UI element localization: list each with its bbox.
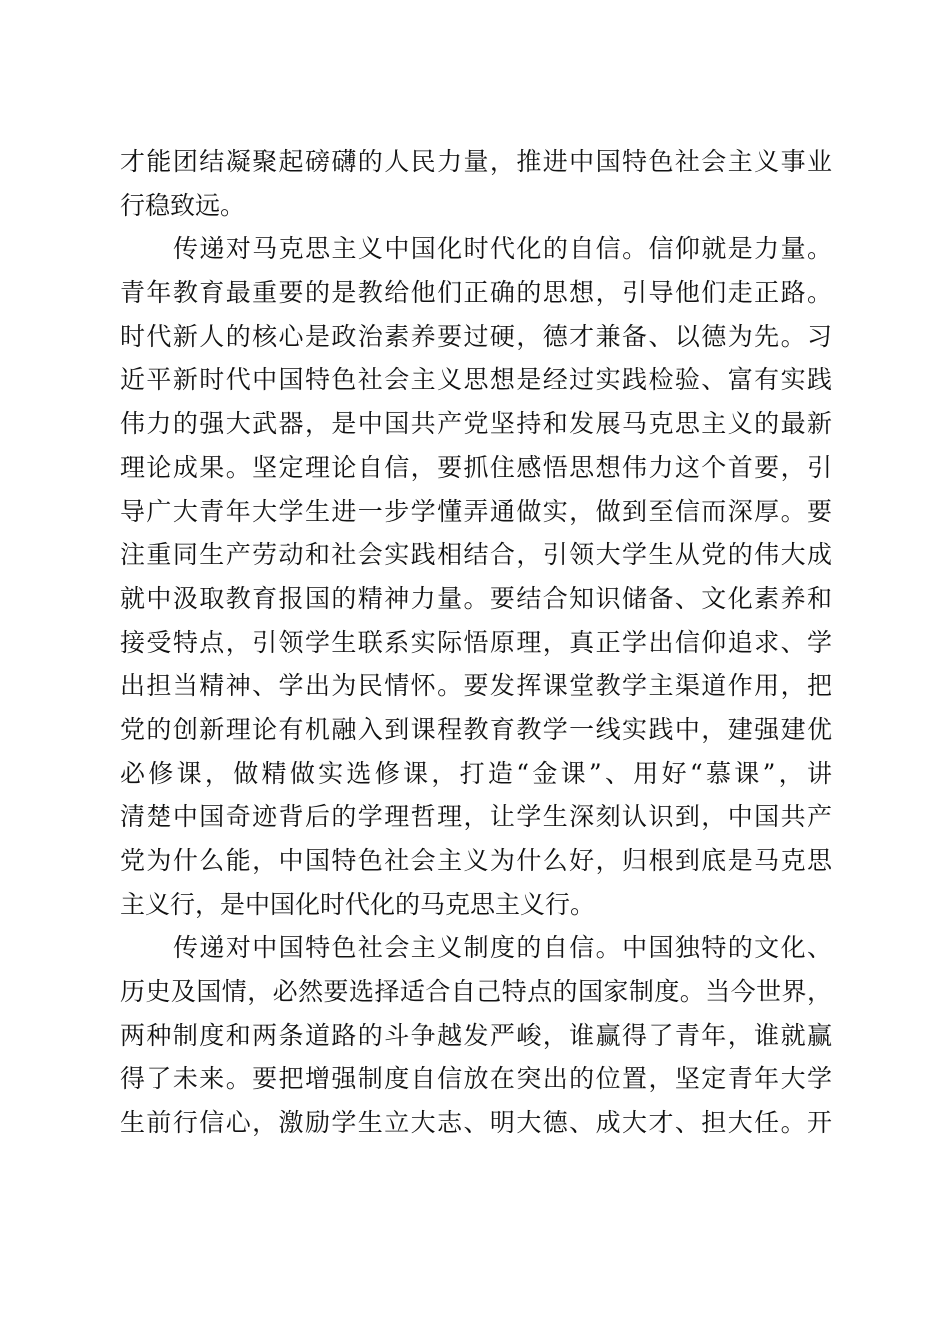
text-line: 清楚中国奇迹背后的学理哲理，让学生深刻认识到，中国共产 (120, 802, 832, 832)
text-line: 传递对马克思主义中国化时代化的自信。信仰就是力量。 (173, 234, 832, 264)
text-line: 伟力的强大武器，是中国共产党坚持和发展马克思主义的最新 (120, 409, 832, 439)
text-line: 注重同生产劳动和社会实践相结合，引领大学生从党的伟大成 (120, 540, 832, 570)
paragraph-3 (120, 926, 832, 1144)
paragraph-2 (120, 227, 832, 926)
text-line: 就中汲取教育报国的精神力量。要结合知识储备、文化素养和 (120, 583, 832, 613)
text-line: 出担当精神、学出为民情怀。要发挥课堂教学主渠道作用，把 (120, 671, 832, 701)
text-line: 党为什么能，中国特色社会主义为什么好，归根到底是马克思 (120, 846, 832, 875)
text-line: 行稳致远。 (120, 190, 246, 220)
text-line: 导广大青年大学生进一步学懂弄通做实，做到至信而深厚。要 (120, 496, 832, 526)
text-line: 接受特点，引领学生联系实际悟原理，真正学出信仰追求、学 (120, 627, 832, 657)
text-line: 传递对中国特色社会主义制度的自信。中国独特的文化、 (173, 933, 832, 963)
text-line: 必修课，做精做实选修课，打造“金课”、用好“慕课”，讲 (120, 758, 832, 788)
text-line: 生前行信心，激励学生立大志、明大德、成大才、担大任。开 (120, 1108, 832, 1138)
text-line: 历史及国情，必然要选择适合自己特点的国家制度。当今世界， (120, 977, 832, 1007)
text-line: 时代新人的核心是政治素养要过硬，德才兼备、以德为先。习 (120, 321, 832, 351)
text-line: 青年教育最重要的是教给他们正确的思想，引导他们走正路。 (120, 278, 832, 308)
text-line: 才能团结凝聚起磅礴的人民力量，推进中国特色社会主义事业 (120, 147, 832, 176)
text-line: 得了未来。要把增强制度自信放在突出的位置，坚定青年大学 (120, 1064, 832, 1094)
text-line: 主义行，是中国化时代化的马克思主义行。 (120, 889, 596, 919)
text-line: 党的创新理论有机融入到课程教育教学一线实践中，建强建优 (120, 714, 832, 744)
body-text (120, 140, 832, 1145)
text-line: 两种制度和两条道路的斗争越发严峻，谁赢得了青年，谁就赢 (120, 1020, 832, 1050)
text-line: 近平新时代中国特色社会主义思想是经过实践检验、富有实践 (120, 365, 832, 395)
text-line: 理论成果。坚定理论自信，要抓住感悟思想伟力这个首要，引 (120, 452, 832, 482)
paragraph-1 (120, 140, 832, 227)
